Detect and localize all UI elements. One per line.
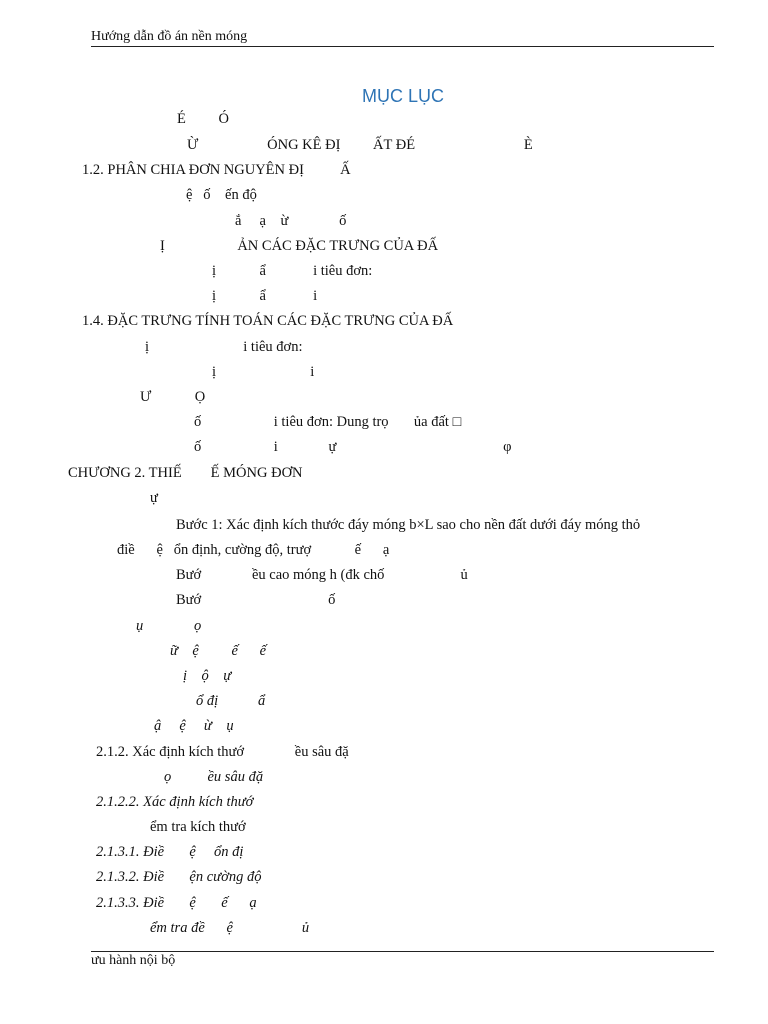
- toc-line: 2.1.2. Xác định kích thướ ều sâu đặ: [96, 744, 349, 760]
- toc-line: ữ ệ ế ế: [170, 643, 267, 659]
- toc-line: 1.2. PHÂN CHIA ĐƠN NGUYÊN ĐỊ Ấ: [82, 162, 351, 178]
- toc-line: ự: [150, 490, 158, 506]
- toc-line: ố i ự φ: [194, 439, 512, 455]
- toc-line: Bướ ều cao móng h (đk chố ủ: [176, 567, 468, 583]
- toc-line: ểm tra đề ệ ủ: [150, 920, 310, 936]
- toc-line: 1.4. ĐẶC TRƯNG TÍNH TOÁN CÁC ĐẶC TRƯNG CỦA ĐẤ: [82, 313, 454, 329]
- toc-line: 2.1.3.1. Điề ệ ổn đị: [96, 844, 244, 860]
- toc-line: CHƯƠNG 2. THIẾ Ế MÓNG ĐƠN: [68, 465, 303, 481]
- toc-line: 2.1.2.2. Xác định kích thướ: [96, 794, 254, 810]
- footer-rule: [91, 951, 714, 952]
- toc-line: ị ẩ i tiêu đơn:: [212, 263, 373, 279]
- toc-line: ậ ệ ừ ụ: [154, 718, 234, 734]
- header-rule: [91, 46, 714, 47]
- toc-line: ổ đị ẩ: [196, 693, 266, 709]
- toc-line: Ừ ÓNG KÊ ĐỊ ẤT ĐÉ È: [187, 137, 533, 153]
- toc-line: Bướ ố: [176, 592, 336, 608]
- toc-line: ệ ố ến độ: [186, 187, 257, 203]
- toc-line: ểm tra kích thướ: [150, 819, 246, 835]
- toc-line: điề ệ ổn định, cường độ, trượ ế ạ: [117, 542, 390, 558]
- toc-line: ị i tiêu đơn:: [145, 339, 303, 355]
- page-footer: ưu hành nội bộ: [91, 953, 176, 968]
- toc-line: 2.1.3.2. Điề ện cường độ: [96, 869, 262, 885]
- toc-line: ị i: [212, 364, 315, 380]
- toc-line: ố i tiêu đơn: Dung trọ ủa đất □: [194, 414, 462, 430]
- toc-line: ị ẩ i: [212, 288, 318, 304]
- toc-line: ụ ọ: [136, 618, 202, 634]
- toc-line: ắ ạ ừ ố: [235, 213, 347, 229]
- toc-line: É Ó: [177, 111, 229, 127]
- toc-line: Bước 1: Xác định kích thước đáy móng b×L sao cho nền đất dưới đáy móng thỏ: [176, 517, 641, 533]
- toc-line: 2.1.3.3. Điề ệ ế ạ: [96, 895, 257, 911]
- toc-line: Ị ẢN CÁC ĐẶC TRƯNG CỦA ĐẤ: [160, 238, 439, 254]
- toc-line: ọ ều sâu đặ: [164, 769, 264, 785]
- page-header: Hướng dẫn đồ án nền móng: [91, 29, 248, 44]
- toc-line: Ư Ọ: [140, 389, 206, 405]
- toc-title: MỤC LỤC: [362, 86, 445, 106]
- toc-line: ị ộ ự: [183, 668, 232, 684]
